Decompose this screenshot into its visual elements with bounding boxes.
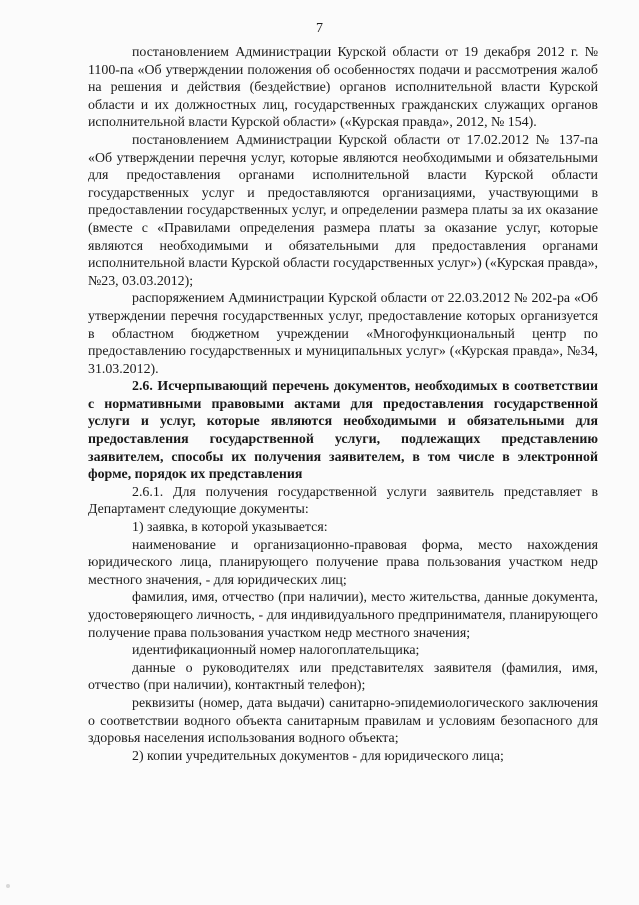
paragraph-resolution-1100: постановлением Администрации Курской области от 19 декабря 2012 г. № 1100-па «Об утверждении положения об особенностях подачи и рассмотрения жалоб на решения и действия (бездействие) органов исполнительной власти Курской области и их должностных лиц, государственных гражданских служащих органов исполнительной власти Курской области» («Курская правда», 2012, № 154). (88, 45, 598, 131)
list-item-application: 1) заявка, в которой указывается: (132, 520, 328, 536)
paragraph-2-6-1: 2.6.1. Для получения государственной услуги заявитель представляет в Департамент следующие документы: (88, 484, 598, 518)
list-item-representatives: данные о руководителях или представителях заявителя (фамилия, имя, отчество (при наличии), контактный телефон); (88, 660, 598, 694)
page-number: 7 (316, 21, 323, 36)
document-body (88, 44, 598, 765)
list-item-legal-entity-name: наименование и организационно-правовая форма, место нахождения юридического лица, планирующего получение права пользования участком недр местного значения, - для юридических лиц; (88, 537, 598, 588)
list-item-charter-copies: 2) копии учредительных документов - для юридического лица; (132, 748, 504, 764)
paragraph-order-202: распоряжением Администрации Курской области от 22.03.2012 № 202-ра «Об утверждении перечня государственных услуг, предоставление которых организуется в областном бюджетном учреждении «Многофункциональный центр по предоставлению государственных и муниципальных услуг» («Курская правда», №34, 31.03.2012). (88, 291, 598, 377)
list-item-tax-id: идентификационный номер налогоплательщика; (132, 643, 420, 659)
section-heading-2-6: 2.6. Исчерпывающий перечень документов, необходимых в соответствии с нормативными правовыми актами для предоставления государственной услуги и услуг, которые являются необходимыми и обязательными для предоставления государственной услуги, подлежащих представлению заявителем, способы их получения заявителем, в том числе в электронной форме, порядок их представления (88, 379, 598, 483)
paragraph-resolution-137: постановлением Администрации Курской области от 17.02.2012 № 137-па «Об утверждении перечня услуг, которые являются необходимыми и обязательными для предоставления органами исполнительной власти Курской области государственных услуг и предоставляются организациями, участвующими в предоставлении государственных услуг, и определении размера платы за их оказание (вместе с «Правилами определения размера платы за оказание услуг, которые являются необходимыми и обязательными для предоставления органами исполнительной власти Курской области государственных услуг») («Курская правда», №23, 03.03.2012); (88, 132, 598, 289)
scan-mark (6, 884, 10, 888)
list-item-individual-details: фамилия, имя, отчество (при наличии), место жительства, данные документа, удостоверяющего личность, - для индивидуального предпринимателя, планирующего получение права пользования участком недр местного значения; (88, 590, 598, 641)
list-item-sanitary-conclusion: реквизиты (номер, дата выдачи) санитарно-эпидемиологического заключения о соответствии водного объекта санитарным правилам и условиям безопасного для здоровья населения использования водного объекта; (88, 695, 598, 747)
